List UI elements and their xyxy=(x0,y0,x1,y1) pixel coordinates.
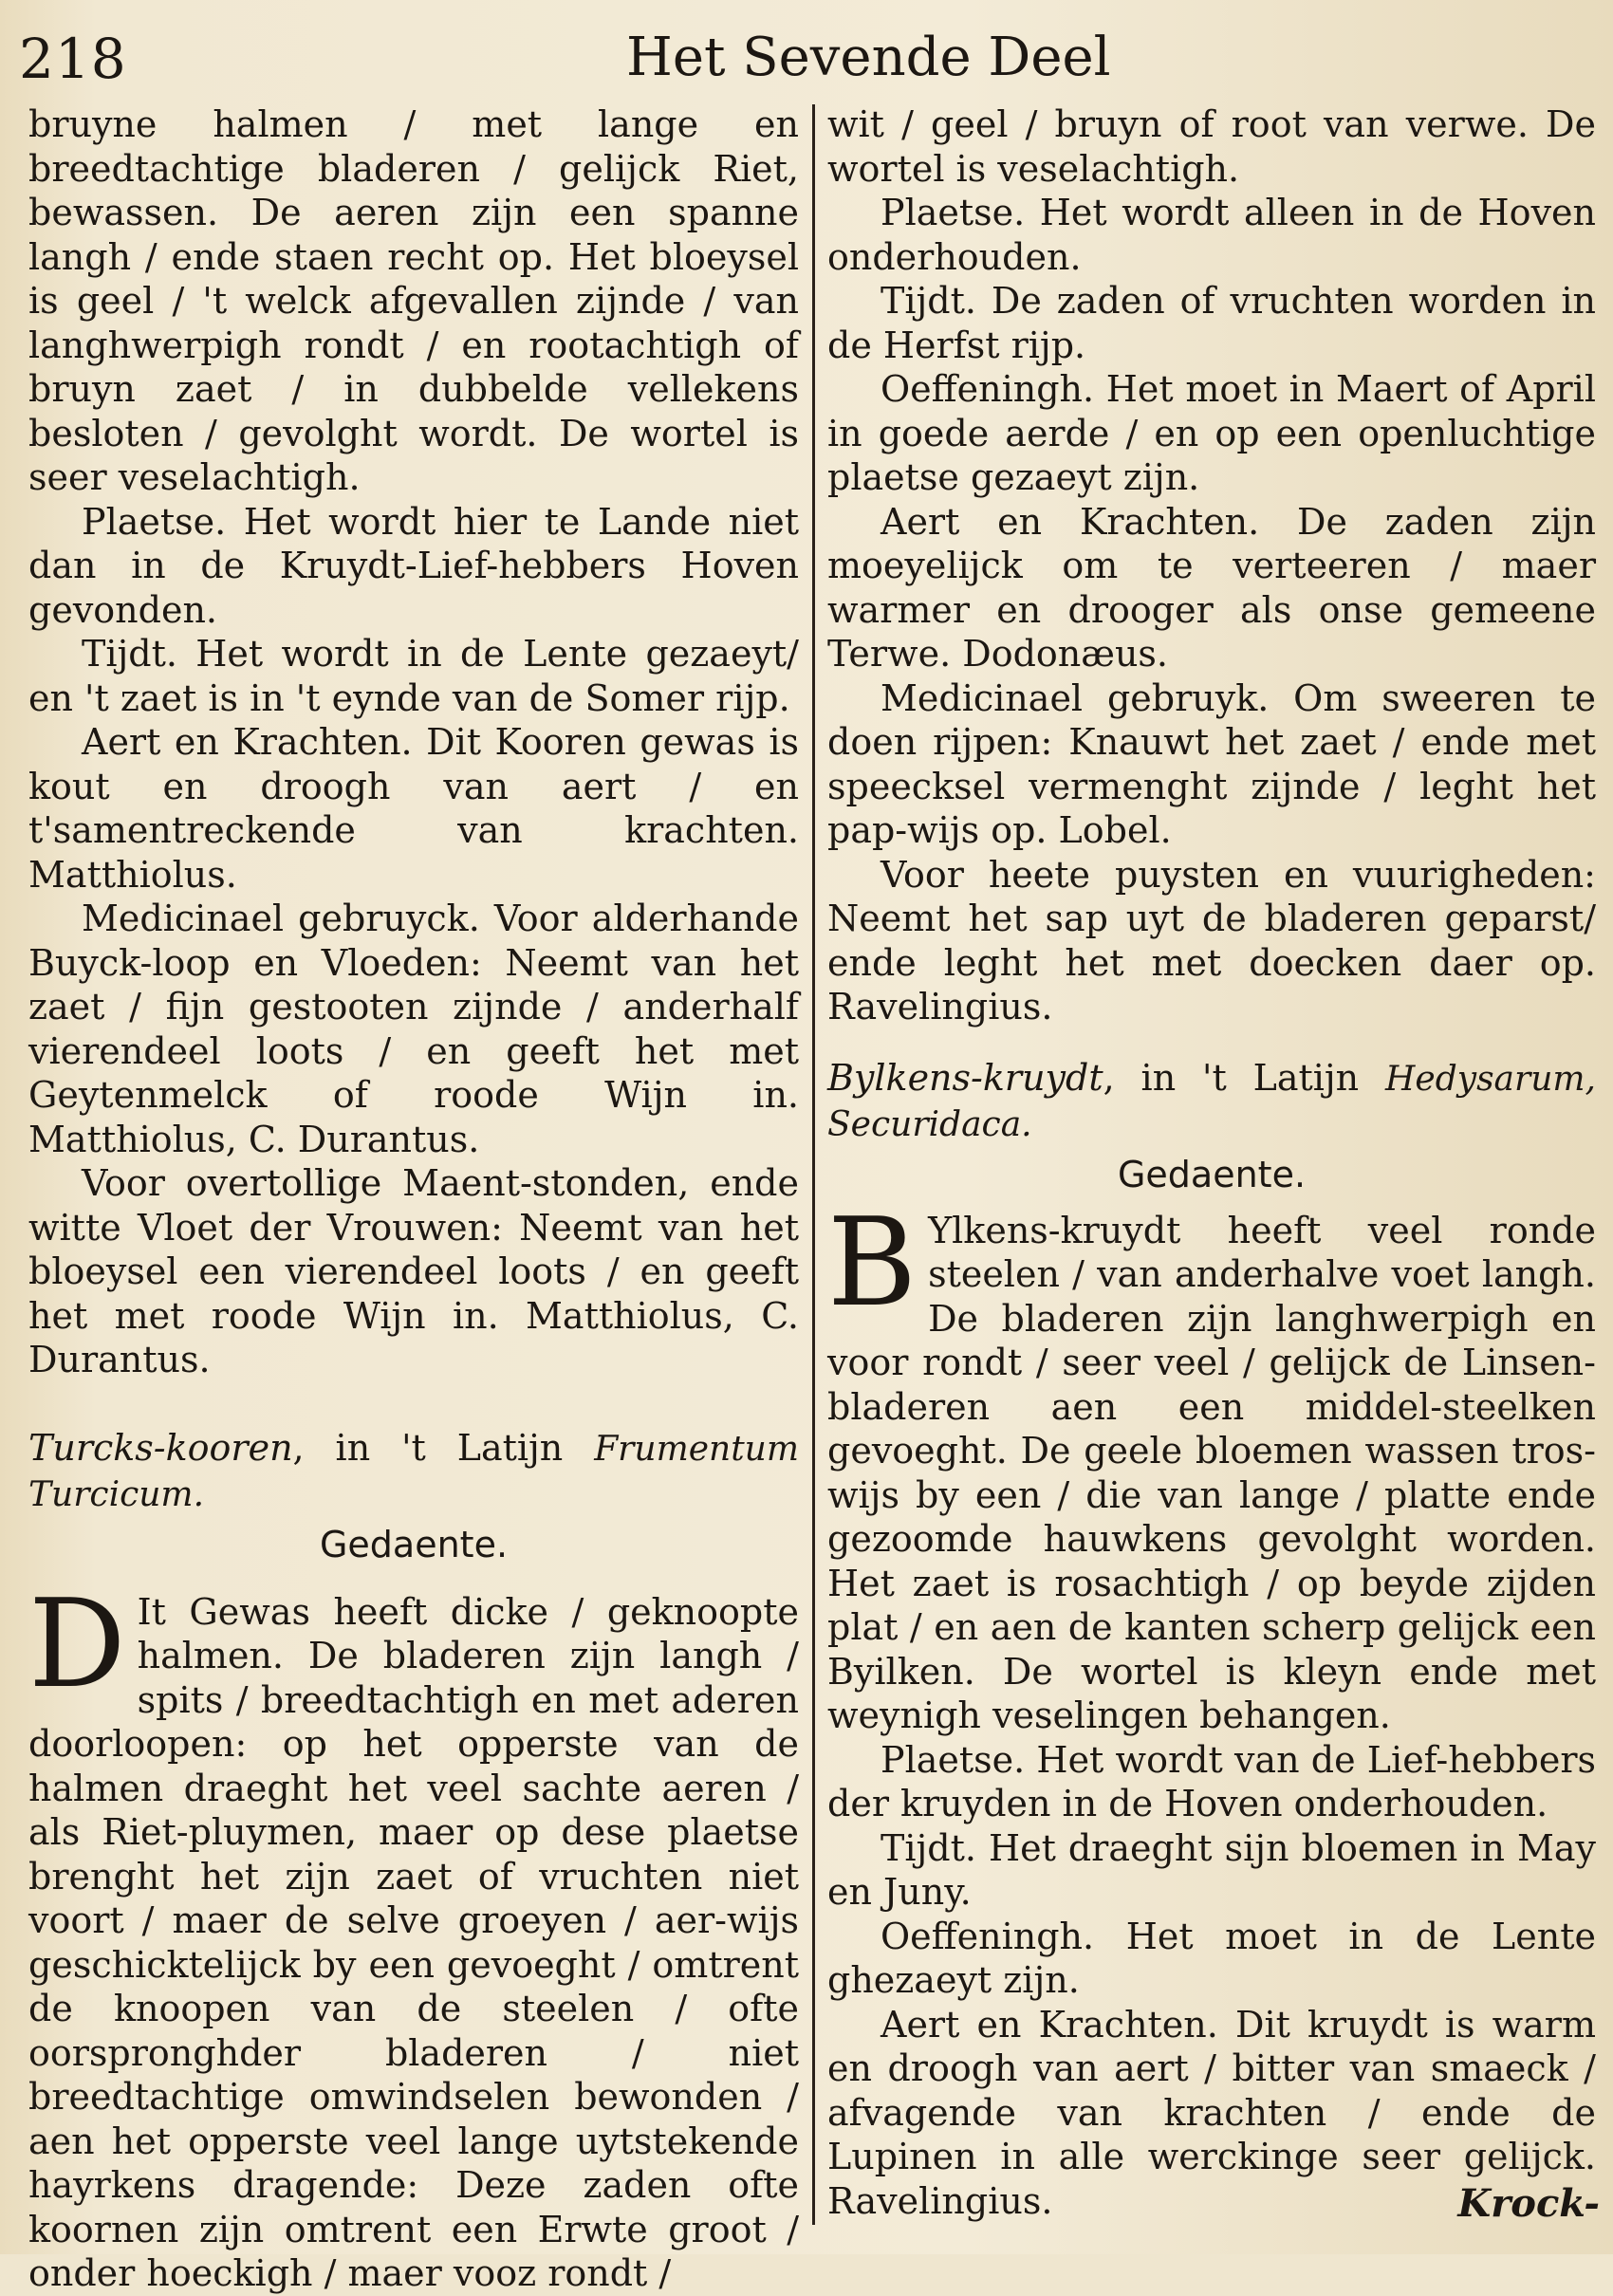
left-paragraph: Tijdt. Het wordt in de Lente gezaeyt/ en 't zaet is in 't eynde van de Somer rijp. xyxy=(28,633,799,719)
drop-cap: B xyxy=(827,1192,918,1334)
right-paragraph: Aert en Krachten. Dit kruydt is warm en droogh van aert / bitter van smaeck / afvagende van krachten / ende de Lupinen in alle werckinge seer gelijck. Ravelingius. xyxy=(827,2003,1596,2222)
entry-heading xyxy=(827,1056,1596,1148)
section-title: Gedaente. xyxy=(1117,1153,1307,1195)
right-column xyxy=(827,102,1596,2223)
left-paragraph: Voor overtollige Maent-stonden, ende witte Vloet der Vrouwen: Neemt van het bloeysel een vierendeel loots / en geeft het met roode Wijn in. Matthiolus, C. Durantus. xyxy=(28,1162,799,1380)
right-paragraph: Plaetse. Het wordt van de Lief-hebbers der kruyden in de Hoven onderhouden. xyxy=(827,1738,1596,1824)
catchword: Krock- xyxy=(1457,2181,1600,2226)
right-paragraph: Voor heete puysten en vuurigheden: Neemt het sap uyt de bladeren geparst/ ende leght het met doecken daer op. Ravelingius. xyxy=(827,853,1596,1028)
right-paragraph: wit / geel / bruyn of root van verwe. De wortel is veselachtigh. xyxy=(827,103,1596,190)
left-column xyxy=(28,102,799,2296)
description-paragraph xyxy=(28,1573,799,2296)
description-text: Ylkens-kruydt heeft veel ronde steelen / van anderhalve voet langh. De bladeren zijn langhwerpigh en voor rondt / seer veel / gelijck de Linsen-bladeren aen een middel-steelken gevoeght. De geele bloemen wassen tros-wijs by een / die van lange / platte ende gezoomde hauwkens gevolght worden. Het zaet is rosachtigh / op beyde zijden plat / en aen de kanten scherp gelijck een Byilken. De wortel is kleyn ende met weynigh veselingen behangen. xyxy=(827,1209,1596,1736)
heading-connector: , in 't Latijn xyxy=(1103,1056,1385,1099)
right-paragraph: Plaetse. Het wordt alleen in de Hoven onderhouden. xyxy=(827,192,1596,278)
description-paragraph xyxy=(827,1192,1596,1738)
running-title: Het Sevende Deel xyxy=(626,27,1111,88)
right-paragraph: Oeffeningh. Het moet in de Lente ghezaeyt zijn. xyxy=(827,1915,1596,2001)
heading-name: Turcks-kooren xyxy=(28,1426,293,1469)
page-number: 218 xyxy=(19,27,127,91)
heading-latin: Frumentum Turcicum. xyxy=(28,1429,799,1514)
right-paragraph: Aert en Krachten. De zaden zijn moeyelijck om te verteeren / maer warmer en drooger als onse gemeene Terwe. Dodonæus. xyxy=(827,500,1596,675)
heading-name: Bylkens-kruydt xyxy=(827,1056,1103,1099)
heading-connector: , in 't Latijn xyxy=(292,1426,595,1469)
left-paragraph: Medicinael gebruyck. Voor alderhande Buyck-loop en Vloeden: Neemt van het zaet / fijn gestooten zijnde / anderhalf vierendeel loots / en geeft het met Geytenmelck of roode Wijn in. Matthiolus, C. Durantus. xyxy=(28,898,799,1160)
drop-cap: D xyxy=(28,1573,126,1715)
right-paragraph: Medicinael gebruyk. Om sweeren te doen rijpen: Knauwt het zaet / ende met speecksel vermenght zijnde / leght het pap-wijs op. Lobel. xyxy=(827,676,1596,851)
section-title: Gedaente. xyxy=(319,1523,509,1565)
right-paragraph: Tijdt. Het draeght sijn bloemen in May en Juny. xyxy=(827,1826,1596,1913)
entry-heading xyxy=(28,1426,799,1518)
right-paragraph: Oeffeningh. Het moet in Maert of April in goede aerde / en op een openluchtige plaetse gezaeyt zijn. xyxy=(827,368,1596,498)
left-paragraph: bruyne halmen / met lange en breedtachtige bladeren / gelijck Riet, bewassen. De aeren zijn een spanne langh / ende staen recht op. Het bloeysel is geel / 't welck afgevallen zijnde / van langhwerpigh rondt / en rootachtigh of bruyn zaet / in dubbelde vellekens besloten / gevolght wordt. De wortel is seer veselachtigh. xyxy=(28,103,799,498)
right-paragraph: Tijdt. De zaden of vruchten worden in de Herfst rijp. xyxy=(827,280,1596,366)
description-text: It Gewas heeft dicke / geknoopte halmen. De bladeren zijn langh / spits / breedtachtigh en met aderen doorloopen: op het opperste van de halmen draeght het veel sachte aeren / als Riet-pluymen, maer op dese plaetse brenght het zijn zaet of vruchten niet voort / maer de selve groeyen / aer-wijs geschicktelijck by een gevoeght / omtrent de knoopen van de steelen / ofte oorspronghder bladeren / niet breedtachtige omwindselen bewonden / aen het opperste veel lange uytstekende hayrkens dragende: Deze zaden ofte koornen zijn omtrent een Erwte groot / onder hoeckigh / maer vooz rondt / xyxy=(28,1590,799,2294)
left-paragraph: Plaetse. Het wordt hier te Lande niet dan in de Kruydt-Lief-hebbers Hoven gevonden. xyxy=(28,500,799,631)
column-divider xyxy=(812,104,815,2225)
heading-latin: Hedysarum, Securidaca. xyxy=(827,1059,1596,1144)
left-paragraph: Aert en Krachten. Dit Kooren gewas is kout en droogh van aert / en t'samentreckende van krachten. Matthiolus. xyxy=(28,721,799,896)
